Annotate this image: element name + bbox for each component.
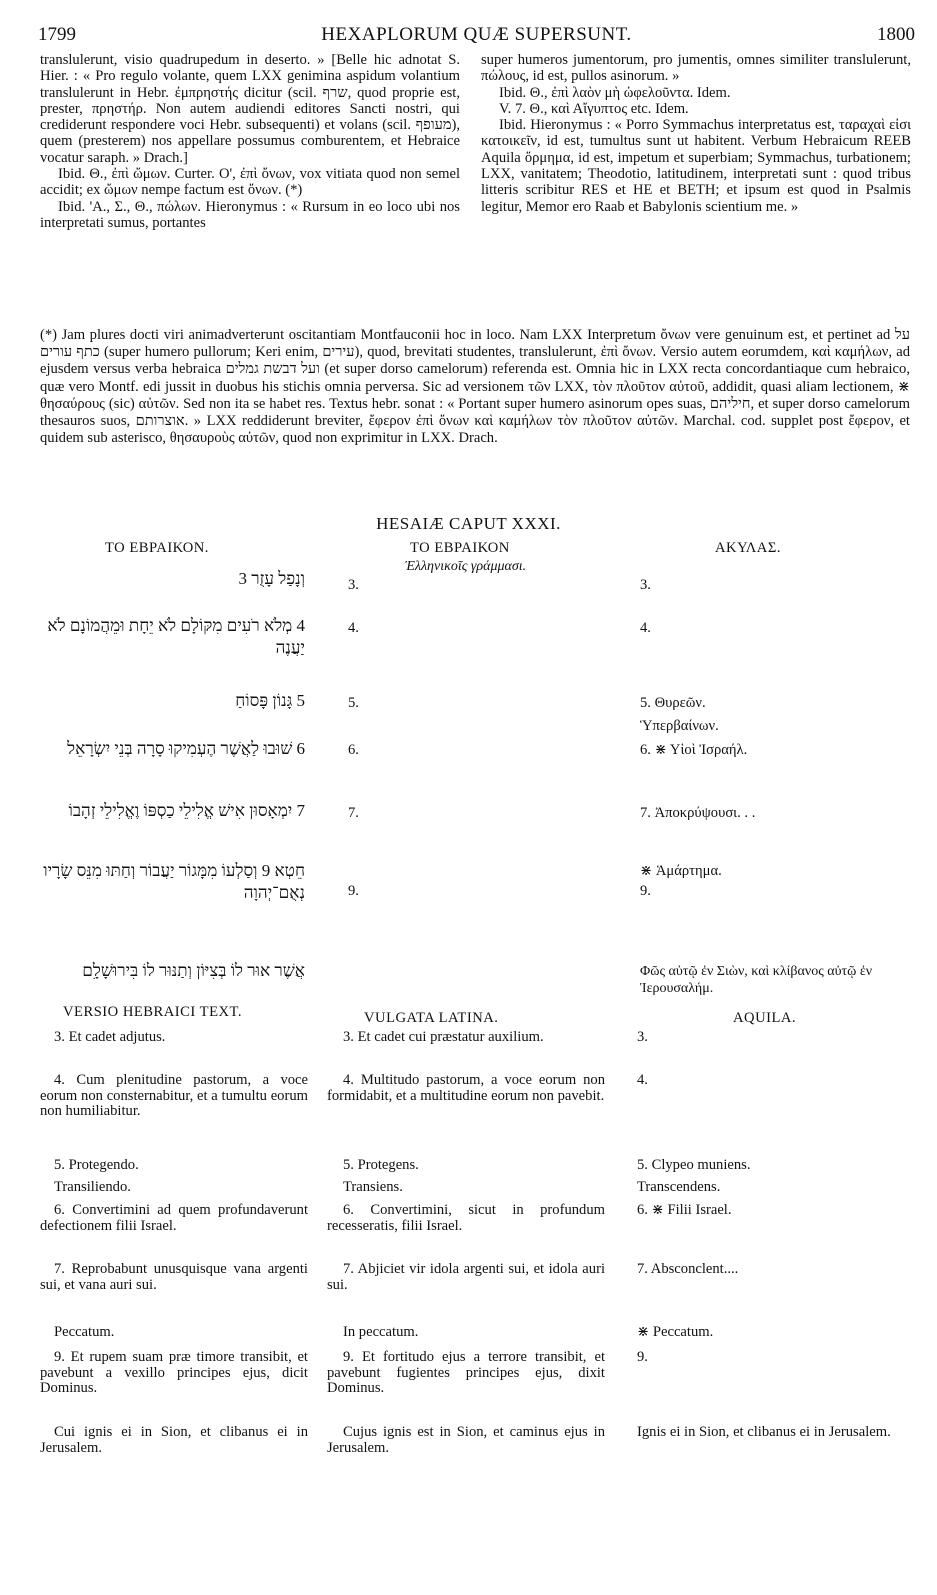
vulgata-line: 5. Protegens. [343,1157,419,1173]
aquila-greek-line: Ὑπερβαίνων. [640,718,719,734]
aquila-line: 3. [637,1029,648,1045]
hebrew-verse: חֵטְא 9 וְסַלְעוֹ מִמָּגוֹר יַעֲבוֹר וְחַתּוּ מִנֵּס שָׂרָיו נְאֻם־יְהוָה [43,861,305,902]
versio-line: 4. Cum plenitudine pastorum, a voce eorum non consternabitur, et a tumultu eorum non humiliabitur. [40,1072,308,1120]
hebrew-verse: 7 יִמְאָסוּן אִישׁ אֱלִילֵי כַסְפּוֹ וֶאֱלִילֵי זְהָבוֹ [68,801,305,820]
column-header-hebrew-greek: ΤΟ ΕΒΡΑΙΚΟΝ [410,540,510,556]
versio-line: 7. Reprobabunt unusquisque vana argenti sui, et vana auri sui. [40,1261,308,1293]
paragraph: V. 7. Θ., καὶ Αἴγυπτος etc. Idem. [499,100,689,117]
paragraph: Ibid. 'Α., Σ., Θ., πώλων. Hieronymus : « Rursum in eo loco ubi nos interpretati sumus, portantes [40,198,460,231]
vulgata-line: In peccatum. [343,1324,419,1340]
versio-line: Transiliendo. [54,1179,131,1195]
paragraph: super humeros jumentorum, pro jumentis, omnes similiter translulerunt, πώλους, id est, pullos asinorum. » [481,52,911,85]
column-header-aquila-greek: ΑΚΥΛΑΣ. [715,540,781,556]
versio-line: 5. Protegendo. [54,1157,139,1173]
running-header [38,24,915,48]
verse-number: 3. [348,577,359,593]
versio-line: 9. Et rupem suam præ timore transibit, et pavebunt a vexillo principes ejus, dicit Dominus. [40,1349,308,1397]
hebrew-verse: אֲשֶׁר אוּר לוֹ בְּצִיּוֹן וְתַנּוּר לוֹ בִּירוּשָׁלִָם [82,961,305,980]
verse-number: 6. [348,742,359,758]
column-subheader-greek-letters: Ἑλληνικοῖς γράμμασι. [405,559,527,574]
paragraph: translulerunt, visio quadrupedum in deserto. » [Belle hic adnotat S. Hier. : « Pro regulo volante, quem LXX genimina aspidum volantium translulerunt in Hebr. ἐμπρηστής dicitur (scil. שרף, quod proprie est, prester, πρηστήρ. Non autem audiendi editores Sancti nostri, qui crediderunt respondere voci Hebr. subsequenti) et volans (scil. מעופף), quem (presterem) nos appellare possumus comburentem, et Hebraice vocatur saraph. » Drach.] [40,52,460,166]
aquila-greek-line: 3. [640,577,651,593]
hebrew-verse: 6 שׁוּבוּ לַאֲשֶׁר הֶעְמִיקוּ סָרָה בְּנֵי יִשְׂרָאֵל [67,739,305,758]
versio-line: Cui ignis ei in Sion, et clibanus ei in Jerusalem. [40,1424,308,1456]
paragraph: Ibid. Hieronymus : « Porro Symmachus interpretatus est, ταραχαὶ εἰσι κατοικεῖν, id est, tumultus sunt ut habitent. Verbum Hebraicum REEB Aquila ὅρμημα, id est, impetum et superbiam; Symmachus, turbationem; LXX, vanitatem; Theodotio, latitudinem, interpretati sunt : quod tribus litteris scribitur RES et HE et BETH; et ipsum est quod in Psalmis legitur, Memor ero Raab et Babylonis scientium me. » [481,117,911,215]
aquila-greek-line: 4. [640,620,651,636]
versio-line: 6. Convertimini ad quem profundaverunt defectionem filii Israel. [40,1202,308,1234]
column-header-aquila: AQUILA. [733,1010,797,1026]
footnote: (*) Jam plures docti viri animadverterunt oscitantiam Montfauconii hoc in loco. Nam LXX Interpretum ὄνων vere genuinum est, et pertinet ad על כתף עורים (super humero pullorum; Keri enim, עירים), quod, brevitati studentes, translulerunt, ἐπὶ ὄνων. Versio autem eorumdem, καὶ καμήλων, ad ejusdem versus verba hebraica ועל דבשת גמלים (et super dorso camelorum) referenda est. Omnia hic in LXX recta concordantiaque cum hebraico, quæ vero Montf. edi jussit in duobus his stichis omnia perversa. Sic ad versionem τῶν LXX, τὸν πλοῦτον αὐτοῦ, addidit, quasi aliam lectionem, ⋇ θησαύρους (sic) αὐτῶν. Sed non ita se habet res. Textus hebr. sonat : « Portant super humero asinorum opes suas, חיליהם, et super dorso camelorum thesauros suos, אוצרותם. » LXX reddiderunt breviter, ἔφερον ἐπὶ ὄνων καὶ καμήλων τὸν πλοῦτον αὐτῶν. Marchal. cod. supplet post ἔφερον, et quidem sub asterisco, θησαυροὺς αὐτῶν, quod non exprimitur in LXX. Drach. [40,327,911,447]
column-header-vulgata: VULGATA LATINA. [364,1010,499,1026]
vulgata-line: Transiens. [343,1179,403,1195]
vulgata-line: 9. Et fortitudo ejus a terrore transibit, et pavebunt fugientes principes ejus, dixit Dominus. [327,1349,605,1397]
aquila-line: ⋇ Peccatum. [637,1324,714,1340]
aquila-line: Ignis ei in Sion, et clibanus ei in Jerusalem. [637,1424,891,1440]
hebrew-verse: 4 מְלֹא רֹעִים מִקּוֹלָם לֹא יֵחָת וּמֵהֲמוֹנָם לֹא יַעֲנֶה [47,616,305,657]
chapter-title: HESAIÆ CAPUT XXXI. [376,514,561,533]
aquila-line: 4. [637,1072,648,1088]
column-header-versio: VERSIO HEBRAICI TEXT. [63,1004,242,1020]
commentary-right-column [481,52,911,215]
aquila-line: 6. ⋇ Filii Israel. [637,1202,732,1218]
versio-line: 3. Et cadet adjutus. [54,1029,166,1045]
verse-number: 9. [348,883,359,899]
verse-number: 5. [348,695,359,711]
hebrew-verse: וְנָפַל עָזֻר 3 [238,569,305,588]
commentary-left-column [40,52,460,231]
aquila-greek-line: 5. Θυρεῶν. [640,695,706,711]
aquila-greek-line: 6. ⋇ Υἱοὶ Ἰσραήλ. [640,742,748,758]
page-number-right: 1800 [877,24,915,45]
aquila-line: 9. [637,1349,648,1365]
aquila-greek-line: 9. [640,883,651,899]
hebrew-verse: 5 גָּנוֹן פָּסוֹחַ [235,691,305,710]
aquila-line: Transcendens. [637,1179,721,1195]
aquila-line: 7. Absconclent.... [637,1261,739,1277]
verse-number: 7. [348,805,359,821]
aquila-greek-line: ⋇ Ἁμάρτημα. [640,863,722,879]
column-header-hebrew: ΤΟ ΕΒΡΑΙΚΟΝ. [105,540,209,556]
verse-number: 4. [348,620,359,636]
vulgata-line: 7. Abjiciet vir idola argenti sui, et idola auri sui. [327,1261,605,1293]
versio-line: Peccatum. [54,1324,115,1340]
vulgata-line: Cujus ignis est in Sion, et caminus ejus in Jerusalem. [327,1424,605,1456]
aquila-greek-line: Φῶς αὐτῷ ἐν Σιὼν, καὶ κλίβανος αὐτῷ ἐν Ἱερουσαλήμ. [640,964,873,996]
paragraph: Ibid. Θ., ἐπὶ λαὸν μὴ ὠφελοῦντα. Idem. [499,84,731,101]
vulgata-line: 3. Et cadet cui præstatur auxilium. [343,1029,544,1045]
aquila-line: 5. Clypeo muniens. [637,1157,751,1173]
aquila-greek-line: 7. Ἀποκρύψουσι. . . [640,805,756,821]
page-number-left: 1799 [38,24,76,45]
running-title: HEXAPLORUM QUÆ SUPERSUNT. [321,24,632,45]
vulgata-line: 4. Multitudo pastorum, a voce eorum non formidabit, et a multitudine eorum non pavebit. [327,1072,605,1104]
paragraph: Ibid. Θ., ἐπὶ ὤμων. Curter. Ο', ἐπὶ ὄνων, vox vitiata quod non semel accidit; ex ὤμων nempe factum est ὄνων. (*) [40,166,460,199]
vulgata-line: 6. Convertimini, sicut in profundum recesseratis, filii Israel. [327,1202,605,1234]
